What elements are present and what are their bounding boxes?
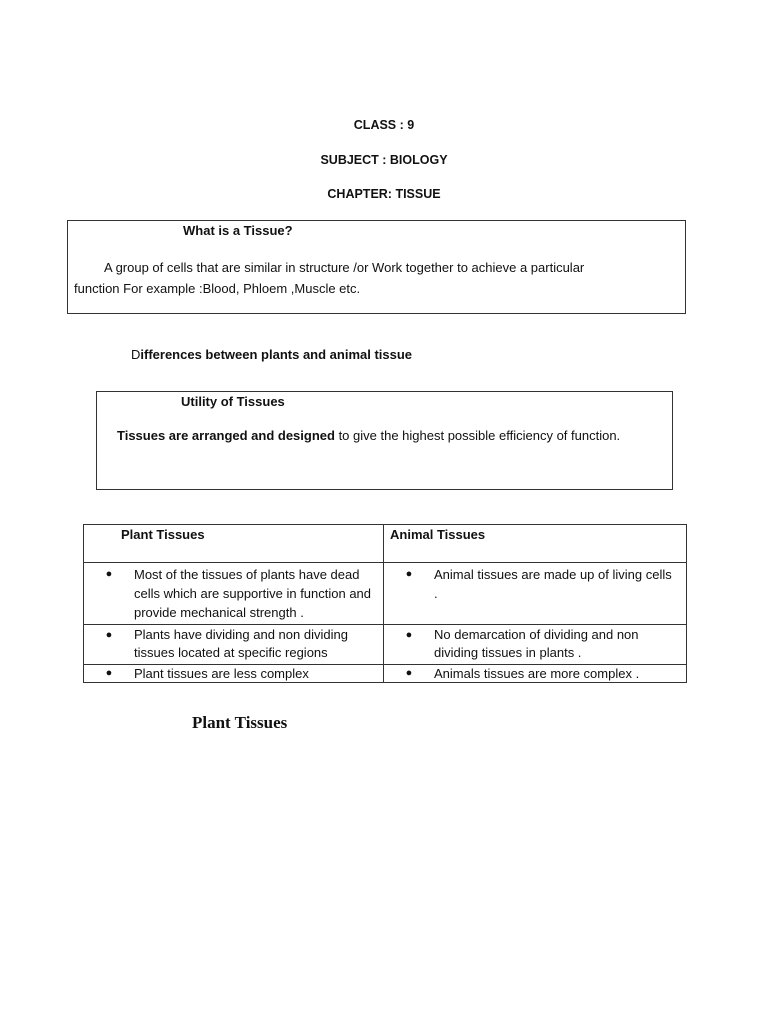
bullet-icon: ● <box>405 667 413 679</box>
cell-text: Animals tissues are more complex . <box>434 666 640 681</box>
table-row <box>84 625 687 665</box>
table-cell <box>84 665 384 683</box>
bullet-icon: ● <box>405 568 413 580</box>
table-cell <box>384 563 687 625</box>
header-plant-tissues: Plant Tissues <box>84 525 384 563</box>
table-cell <box>384 625 687 665</box>
bullet-icon: ● <box>405 629 413 641</box>
differences-first-letter: D <box>131 347 141 362</box>
what-is-tissue-title: What is a Tissue? <box>183 223 293 238</box>
table-cell <box>384 665 687 683</box>
bullet-icon: ● <box>105 568 113 580</box>
utility-text <box>117 428 667 443</box>
tissue-definition-line2: function For example :Blood, Phloem ,Muscle etc. <box>74 281 361 296</box>
plant-tissues-heading: Plant Tissues <box>192 713 288 732</box>
header-animal-tissues: Animal Tissues <box>384 525 687 563</box>
bullet-icon: ● <box>105 667 113 679</box>
differences-heading <box>131 347 412 362</box>
utility-rest-text: to give the highest possible efficiency of function. <box>334 428 621 443</box>
tissue-definition-line1: A group of cells that are similar in structure /or Work together to achieve a particular <box>104 260 585 275</box>
chapter-line: CHAPTER: TISSUE <box>327 187 441 201</box>
class-line: CLASS : 9 <box>353 118 415 132</box>
cell-text: Plants have dividing and non dividing tissues located at specific regions <box>134 627 348 660</box>
differences-rest: ifferences between plants and animal tissue <box>140 347 413 362</box>
table-row <box>84 563 687 625</box>
utility-bold-text: Tissues are arranged and designed <box>117 428 335 443</box>
cell-text: Animal tissues are made up of living cells . <box>434 567 672 601</box>
bullet-icon: ● <box>105 629 113 641</box>
cell-text: Most of the tissues of plants have dead cells which are supportive in function and provide mechanical strength . <box>134 567 372 620</box>
table-header-row <box>84 525 687 563</box>
table-cell <box>84 563 384 625</box>
utility-title: Utility of Tissues <box>181 394 285 409</box>
comparison-table <box>83 524 687 683</box>
table-cell <box>84 625 384 665</box>
cell-text: Plant tissues are less complex <box>134 666 309 681</box>
what-is-tissue-box <box>67 220 686 314</box>
tissue-definition <box>74 257 674 299</box>
cell-text: No demarcation of dividing and non dividing tissues in plants . <box>434 627 639 660</box>
table-row <box>84 665 687 683</box>
utility-box <box>96 391 673 490</box>
subject-line: SUBJECT : BIOLOGY <box>320 153 448 167</box>
